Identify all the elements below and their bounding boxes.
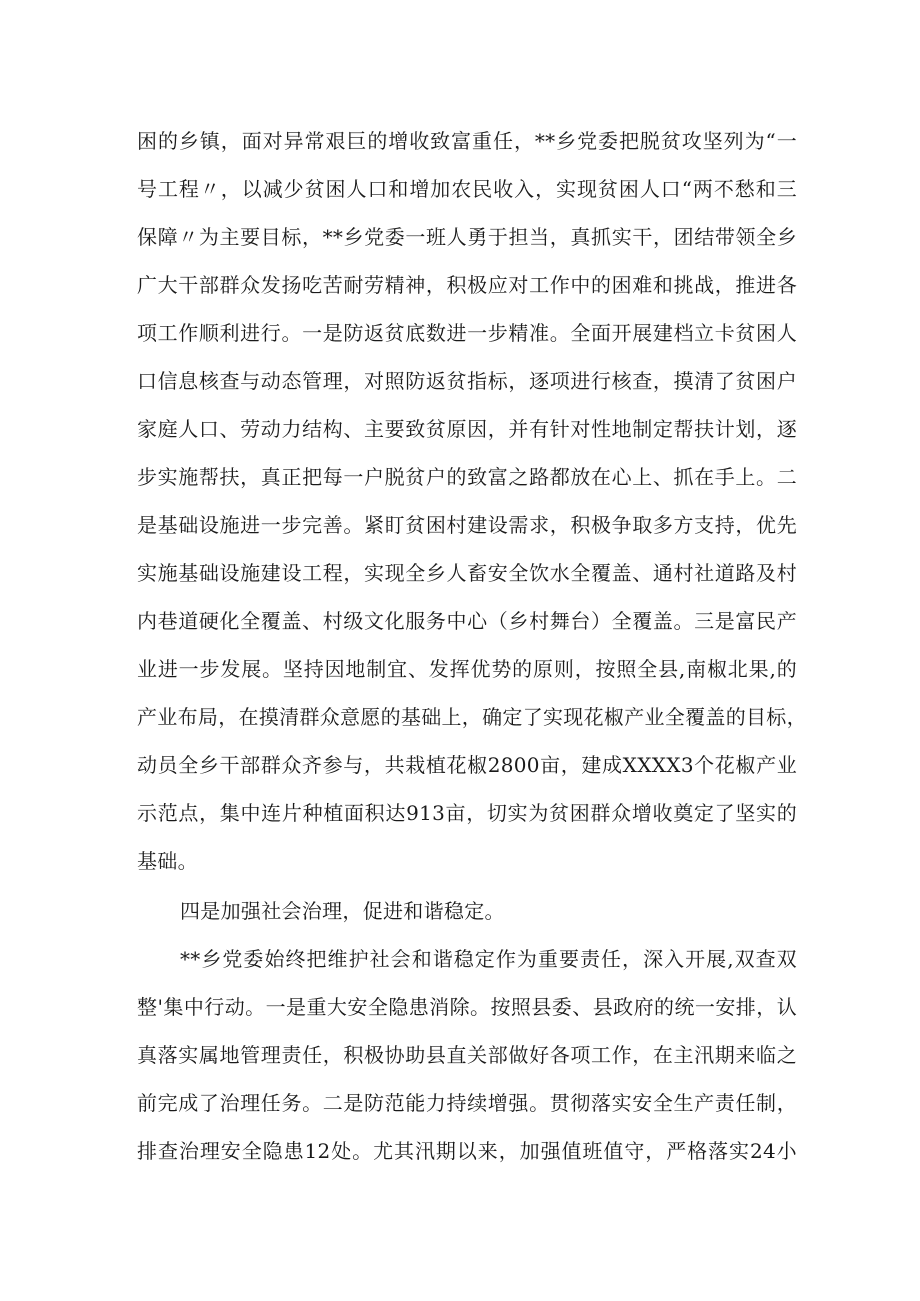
- paragraph-2-line-3: 真落实属地管理责任，积极协助县直关部做好各项工作，在主汛期来临之: [137, 1043, 797, 1067]
- paragraph-1-line-1: 困的乡镇，面对异常艰巨的增收致富重任，**乡党委把脱贫攻坚列为“一: [137, 129, 797, 153]
- paragraph-1-line-2: 号工程〃，以减少贫困人口和增加农民收入，实现贫困人口“两不愁和三: [137, 177, 797, 201]
- paragraph-2-line-1: **乡党委始终把维护社会和谐稳定作为重要责任，深入开展,双查双: [180, 947, 797, 971]
- paragraph-2-line-2: 整'集中行动。一是重大安全隐患消除。按照县委、县政府的统一安排，认: [137, 995, 797, 1019]
- paragraph-1-line-3: 保障〃为主要目标，**乡党委一班人勇于担当，真抓实干，团结带领全乡: [137, 225, 797, 249]
- paragraph-1-line-6: 口信息核查与动态管理，对照防返贫指标，逐项进行核查，摸清了贫困户: [137, 369, 797, 393]
- paragraph-1-line-4: 广大干部群众发扬吃苦耐劳精神，积极应对工作中的困难和挑战，推进各: [137, 273, 797, 297]
- paragraph-1-line-8: 步实施帮扶，真正把每一户脱贫户的致富之路都放在心上、抓在手上。二: [137, 465, 797, 489]
- paragraph-1-line-5: 项工作顺利进行。一是防返贫底数进一步精准。全面开展建档立卡贫困人: [137, 321, 797, 345]
- paragraph-2-line-5: 排查治理安全隐患12处。尤其汛期以来，加强值班值守，严格落实24小: [137, 1139, 797, 1163]
- paragraph-1-line-12: 业进一步发展。坚持因地制宜、发挥优势的原则，按照全县,南椒北果,的: [137, 657, 797, 681]
- paragraph-1-line-11: 内巷道硬化全覆盖、村级文化服务中心（乡村舞台）全覆盖。三是富民产: [137, 609, 797, 633]
- paragraph-1-line-10: 实施基础设施建设工程，实现全乡人畜安全饮水全覆盖、通村社道路及村: [137, 561, 797, 585]
- paragraph-1-line-7: 家庭人口、劳动力结构、主要致贫原因，并有针对性地制定帮扶计划，逐: [137, 417, 797, 441]
- paragraph-1-line-13: 产业布局，在摸清群众意愿的基础上，确定了实现花椒产业全覆盖的目标，: [137, 705, 807, 729]
- paragraph-1-line-9: 是基础设施进一步完善。紧盯贫困村建设需求，积极争取多方支持，优先: [137, 513, 797, 537]
- section-heading: 四是加强社会治理，促进和谐稳定。: [180, 899, 505, 923]
- paragraph-2-line-4: 前完成了治理任务。二是防范能力持续增强。贯彻落实安全生产责任制，: [137, 1091, 797, 1115]
- paragraph-1-line-14: 动员全乡干部群众齐参与，共栽植花椒2800亩，建成XXXX3个花椒产业: [137, 753, 797, 777]
- paragraph-1-line-15: 示范点，集中连片种植面积达913亩，切实为贫困群众增收奠定了坚实的: [137, 801, 797, 825]
- paragraph-1-line-16: 基础。: [137, 849, 198, 873]
